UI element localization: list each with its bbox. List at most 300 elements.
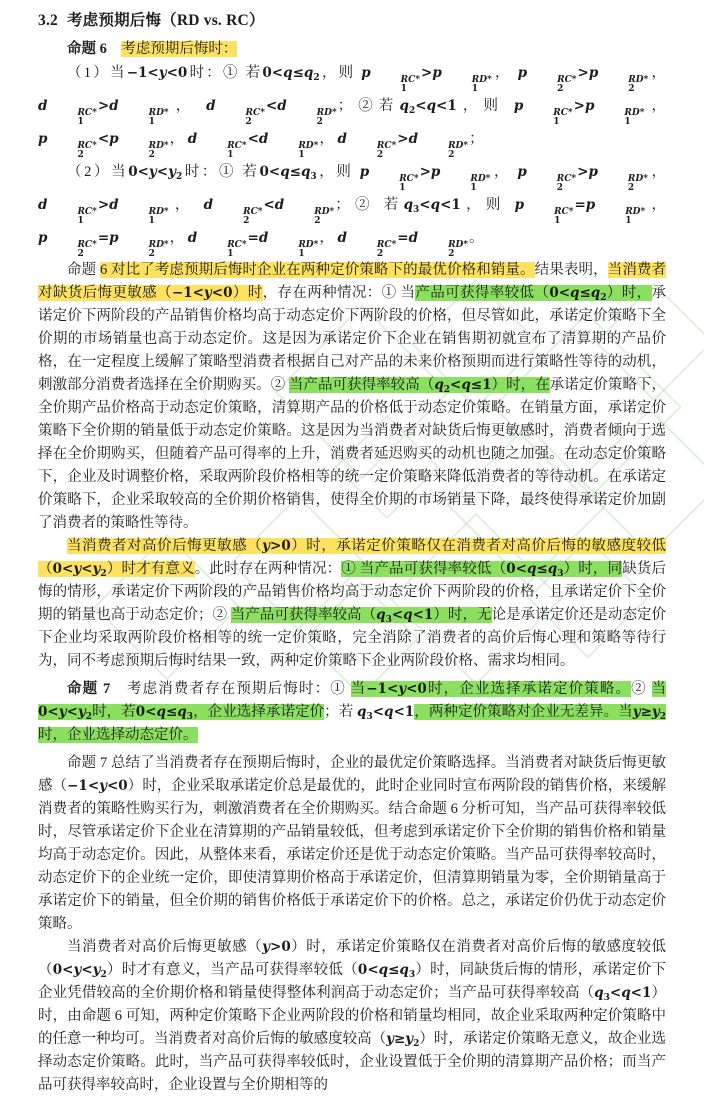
subscript [285, 217, 320, 226]
math-token: RC [77, 207, 93, 217]
superscript [525, 208, 573, 217]
math-token: RD [148, 108, 164, 118]
math-token: p [514, 197, 525, 213]
math-expression [172, 285, 233, 301]
subscript [288, 118, 323, 127]
subscript [596, 217, 631, 226]
text-segment: ）时，同 [563, 561, 623, 577]
superscript [198, 241, 246, 250]
text-segment: ， [646, 197, 667, 213]
math-expression [337, 230, 469, 259]
sub-sup-stack [120, 109, 169, 127]
math-token: * [487, 75, 492, 85]
sub-sup-stack [198, 241, 246, 259]
sub-sup-stack [528, 76, 576, 94]
section-heading [38, 8, 666, 30]
sub-sup-stack [48, 241, 96, 259]
math-token: * [643, 75, 649, 85]
text-segment: ② [631, 681, 652, 697]
math-token: p [517, 164, 527, 180]
math-token: * [313, 240, 319, 250]
math-token: * [329, 207, 335, 217]
sub-sup-stack [372, 76, 420, 94]
math-token: * [331, 108, 337, 118]
math-token: < [391, 607, 404, 623]
math-token: p [584, 98, 595, 114]
text-segment: ，则 [456, 98, 514, 114]
section-title: 考虑预期后悔（RD vs. RC） [66, 12, 265, 29]
proposition-6-label [38, 37, 666, 61]
text-segment: ， [492, 65, 518, 81]
text-segment: ， [649, 65, 667, 81]
math-token: RC [399, 174, 414, 184]
sub-sup-stack [269, 142, 318, 160]
subscript [198, 151, 233, 160]
math-token: < [415, 98, 427, 114]
text-segment: ）时， [606, 285, 652, 301]
math-token: < [81, 962, 93, 978]
math-token: y [73, 962, 82, 978]
math-token: y [168, 164, 176, 180]
math-token: d [408, 131, 419, 147]
sub-sup-stack [269, 241, 318, 259]
math-token: p [588, 65, 599, 81]
math-token: p [361, 65, 371, 81]
sub-sup-stack [348, 241, 396, 259]
math-token: * [260, 108, 265, 118]
subscript [348, 250, 383, 259]
math-token: q [300, 164, 311, 180]
math-token: * [92, 141, 97, 151]
math-token: p [585, 197, 596, 213]
subscript [217, 118, 252, 127]
math-expression [136, 704, 193, 720]
proposition-6-case-1 [38, 61, 666, 160]
math-token: * [241, 240, 247, 250]
math-token: 2 [85, 712, 93, 722]
math-token: RD [448, 240, 464, 250]
math-token: 0< [52, 962, 74, 978]
paragraph-high-price-regret-2 [38, 936, 666, 1097]
math-expression [366, 681, 427, 697]
math-expression [386, 1031, 419, 1047]
math-token: 3 [603, 993, 610, 1003]
text-segment: 承诺定价下两阶段的产品销售价格均高于动态定价下两阶段的价格，但尽管如此，承诺定价策略下全价期的市场销量也高于动态定价。这是因为承诺定价下企业在销售期初就宣布了清算期的产品价格，在一定程度上缓解了策略型消费者根据自己对产品的未来价格预期而进行策略性等待的动机，刺激部分消费者选择在全价期购买。② [38, 285, 667, 393]
superscript [595, 109, 644, 118]
sub-sup-stack [348, 142, 396, 160]
math-token: <1 [630, 985, 652, 1001]
math-token: 3 [385, 615, 392, 625]
math-token: 2 [100, 970, 107, 980]
text-segment: 。 [469, 230, 484, 246]
math-expression [262, 939, 291, 955]
math-token: > [577, 65, 589, 81]
math-token: p [588, 164, 598, 180]
math-token: * [413, 174, 419, 184]
paragraph-high-price-regret [38, 535, 666, 673]
math-token: y [73, 561, 82, 577]
superscript [443, 76, 492, 85]
math-expression [594, 985, 651, 1001]
text-segment: ）时，承诺定价策略仅在消费者对高价后悔的敏感度较低（ [38, 538, 667, 577]
subscript [660, 712, 666, 722]
superscript [120, 208, 169, 217]
math-expression [633, 704, 666, 720]
math-token: 3 [186, 712, 193, 722]
math-token: 0< [259, 164, 281, 180]
math-expression [517, 65, 650, 94]
math-token: RD [316, 108, 332, 118]
math-token: RD [448, 141, 464, 151]
math-token: 2 [314, 216, 321, 226]
math-expression [128, 164, 182, 180]
math-token: RC [554, 207, 569, 217]
math-token: d [203, 197, 214, 213]
superscript [120, 109, 169, 118]
math-token: < [156, 164, 169, 180]
math-expression [549, 285, 606, 301]
math-token: 3 [310, 172, 317, 182]
math-token: p [359, 164, 370, 180]
math-token: < [66, 704, 78, 720]
math-token: y [92, 561, 101, 577]
math-token: q [430, 197, 441, 213]
math-expression [53, 962, 107, 978]
paragraph-prop7-analysis [38, 752, 666, 936]
math-token: RD [628, 75, 644, 85]
math-token: 0< [128, 164, 149, 180]
math-token: 0< [135, 704, 157, 720]
text-segment: 时，企业选择承诺定价策略。 [426, 681, 632, 697]
superscript [48, 241, 96, 250]
text-segment: 。此时存在两种情况： [194, 561, 342, 577]
math-token: RC [400, 75, 416, 85]
math-token: 2 [413, 1039, 420, 1049]
text-segment: 时：① 若 [187, 65, 263, 81]
math-token: RC [376, 240, 392, 250]
math-token: RD [471, 75, 488, 85]
math-expression [38, 197, 170, 226]
math-token: < [609, 985, 622, 1001]
math-token: 2 [627, 183, 635, 193]
math-token: 2 [245, 117, 252, 127]
math-token: q [594, 985, 604, 1001]
math-token: RD [298, 240, 314, 250]
text-segment: ， [169, 230, 188, 246]
math-token: 0< [357, 962, 379, 978]
text-segment: 命题 7 总结了当消费者存在预期后悔时，企业的最优定价策略选择。当消费者对缺货后悔更敏感（ [38, 755, 666, 794]
math-token: 2 [313, 73, 320, 83]
math-token: d [109, 98, 119, 114]
superscript [370, 175, 418, 184]
text-segment: （2）当 [67, 164, 129, 180]
text-segment: 时，企业选择动态定价。 [38, 727, 198, 743]
math-token: = [247, 230, 259, 246]
math-expression [514, 197, 647, 226]
math-expression [434, 377, 491, 393]
math-token: < [450, 377, 462, 393]
math-token: 1 [227, 150, 234, 160]
math-expression [337, 131, 469, 160]
text-segment: 当消费者对高价后悔更敏感（ [67, 939, 263, 955]
sub-sup-stack [370, 175, 418, 193]
math-token: d [38, 98, 48, 114]
superscript [288, 109, 337, 118]
sub-sup-stack [441, 175, 490, 193]
math-token: <0 [406, 681, 427, 697]
math-token: q [177, 704, 187, 720]
sub-sup-stack [48, 109, 96, 127]
math-token: q [378, 962, 389, 978]
math-expression [513, 98, 646, 127]
text-segment: ）时，同缺货后悔的情形，承诺定价下企业凭借较高的全价期价格和销量使得整体利润高于动态定价；当产品可获得率较高（ [38, 962, 667, 1001]
math-token: 2 [77, 150, 84, 160]
math-token: 2 [448, 249, 455, 259]
text-segment: 论是承诺定价还是动态定价下企业均采取两阶段价格相等的统一定价策略，完全消除了消费者的高价后悔心理和策略等待行为，同不考虑预期后悔时结果一致，两种定价策略下企业两阶段价格、需求均相同。 [38, 607, 667, 669]
math-token: 2 [443, 385, 451, 395]
math-token: RC [227, 240, 242, 250]
math-token: <1 [412, 607, 434, 623]
math-token: y [99, 778, 107, 794]
math-token: * [567, 108, 573, 118]
math-token: 1 [471, 84, 479, 94]
math-token: q [570, 285, 580, 301]
math-token: p [38, 230, 48, 246]
sub-sup-stack [443, 76, 492, 94]
subscript [528, 184, 563, 193]
math-token: q [280, 164, 290, 180]
math-token: 2 [448, 150, 455, 160]
math-token: * [415, 75, 421, 85]
text-segment: ，则 [319, 65, 362, 81]
text-segment: ； [469, 131, 484, 147]
subscript [525, 217, 560, 226]
math-token: RC [77, 108, 93, 118]
math-token: q [356, 704, 367, 720]
math-expression [38, 131, 170, 160]
math-token: 0< [549, 285, 571, 301]
text-segment: ， [648, 164, 667, 180]
math-token: * [639, 108, 645, 118]
proposition-6-case-2 [38, 160, 666, 259]
text-segment: ， [169, 98, 207, 114]
text-segment: 考虑预期后悔时： [121, 41, 238, 57]
math-token: q [434, 377, 444, 393]
math-token: 1 [298, 150, 305, 160]
math-token: d [408, 230, 419, 246]
section-number: 3.2 [38, 12, 58, 29]
math-token: 0< [52, 561, 74, 577]
math-token: y [158, 65, 167, 81]
math-token: 2 [556, 183, 564, 193]
text-segment: ， [319, 230, 338, 246]
math-token: RD [470, 174, 486, 184]
math-token: d [258, 131, 269, 147]
math-token: p [513, 98, 524, 114]
math-token: 2 [628, 84, 635, 94]
math-token: > [97, 98, 110, 114]
text-segment: 承诺定价策略下，全价期产品价格高于动态定价策略，清算期产品的价格低于动态定价策略。在销量方面，承诺定价策略下全价期的销量低于动态定价策略。这是因为当消费者对缺货后悔更敏感时，消费者倾向于选择在全价期购买，但随着产品可得率的上升，消费者延迟购买的动机也随之加强。在动态定价策略下，企业及时调整价格，采取两阶段价格相等的统一定价策略来降低消费者的等待动机。在承诺定价策略下，企业采取较高的全价期价格销售，使得全价期的市场销量下降，最终使得承诺定价加剧了消费者的策略性等待。 [38, 377, 667, 531]
sub-sup-stack [48, 208, 96, 226]
math-token: y [203, 285, 212, 301]
superscript [198, 142, 246, 151]
subscript [524, 118, 559, 127]
math-token: −1< [126, 65, 159, 81]
subscript [599, 85, 634, 94]
math-token: y [262, 939, 271, 955]
math-token: q [303, 65, 314, 81]
math-token: 2 [175, 172, 183, 182]
math-token: −1< [171, 285, 204, 301]
sub-sup-stack [599, 76, 648, 94]
superscript [120, 241, 169, 250]
subscript [443, 85, 478, 94]
math-token: * [313, 141, 319, 151]
math-token: RC [556, 174, 572, 184]
text-segment: 当消费者对缺货后悔更敏感（ [38, 262, 667, 301]
math-token: q [399, 98, 409, 114]
superscript [269, 241, 318, 250]
math-token: q [547, 561, 558, 577]
math-expression [206, 98, 338, 127]
math-expression [404, 197, 461, 213]
math-token: >0 [270, 939, 291, 955]
math-expression [38, 704, 92, 720]
math-token: <1 [440, 197, 461, 213]
superscript [348, 142, 396, 151]
text-segment: ， [645, 98, 667, 114]
math-token: RD [148, 207, 164, 217]
math-token: y [651, 704, 660, 720]
subscript [419, 151, 454, 160]
math-token: 1 [77, 117, 84, 127]
text-segment: 6 对比了考虑预期后悔时企业在两种定价策略下的最优价格和销量。 [99, 262, 535, 278]
text-segment: ，存在两种情况：① 当 [262, 285, 416, 301]
superscript [419, 142, 468, 151]
math-expression [358, 962, 415, 978]
math-token: y [148, 164, 157, 180]
math-token: * [568, 207, 574, 217]
math-token: 1 [624, 117, 631, 127]
math-expression [187, 230, 320, 259]
math-token: < [263, 197, 275, 213]
sub-sup-stack [524, 109, 572, 127]
superscript [419, 241, 468, 250]
math-token: d [274, 197, 285, 213]
math-expression [506, 561, 563, 577]
superscript [214, 208, 262, 217]
subscript [370, 184, 405, 193]
math-token: RC [77, 141, 93, 151]
math-token: RC [376, 141, 392, 151]
math-token: ≤1 [470, 377, 492, 393]
math-token: q [526, 561, 537, 577]
text-segment: 时， [92, 704, 122, 720]
sub-sup-stack [285, 208, 334, 226]
subscript [372, 85, 407, 94]
math-token: <0 [211, 285, 233, 301]
math-token: = [574, 197, 586, 213]
math-expression [262, 538, 291, 554]
subscript [595, 118, 630, 127]
math-token: q [283, 65, 293, 81]
math-token: > [419, 164, 431, 180]
proposition-7 [38, 678, 666, 747]
math-token: RD [298, 141, 314, 151]
text-segment: 时：① 若 [182, 164, 260, 180]
sub-sup-stack [419, 241, 468, 259]
math-expression [262, 65, 319, 81]
math-token: * [257, 207, 263, 217]
text-segment: 命题 [67, 262, 100, 278]
math-token: d [337, 230, 347, 246]
math-token: 0< [262, 65, 284, 81]
math-expression [53, 561, 107, 577]
text-segment: 缺货后悔的情形，承诺定价下两阶段的产品销售价格均高于动态定价下两阶段的价格，且承诺定价下全价期的销量也高于动态定价；② [38, 561, 667, 623]
math-token: y [405, 1031, 414, 1047]
math-expression [376, 607, 433, 623]
text-segment: 当消费者对高价后悔更敏感（ [67, 538, 263, 554]
math-token: RD [624, 108, 640, 118]
math-token: * [391, 240, 397, 250]
math-token: d [187, 131, 198, 147]
math-token: 1 [77, 216, 84, 226]
math-token: * [92, 108, 97, 118]
math-token: 3 [413, 205, 420, 215]
math-token: RC [553, 108, 568, 118]
math-token: * [571, 174, 577, 184]
math-expression [361, 65, 493, 94]
text-segment: ， [491, 164, 518, 180]
superscript [599, 175, 648, 184]
text-segment: ，企业选择承诺定价 [193, 704, 325, 720]
math-token: q [399, 962, 409, 978]
sub-sup-stack [120, 208, 169, 226]
math-token: p [38, 131, 48, 147]
math-token: > [421, 65, 433, 81]
math-expression [359, 164, 492, 193]
math-token: * [163, 141, 169, 151]
text-segment: 命题 6 [67, 41, 107, 57]
text-segment: ，则 [460, 197, 515, 213]
math-token: ≥ [393, 1031, 406, 1047]
math-token: RC [77, 240, 93, 250]
math-token: q [621, 985, 631, 1001]
math-expression [517, 164, 649, 193]
math-token: 2 [408, 106, 416, 116]
math-token: < [372, 704, 385, 720]
math-token: d [258, 230, 269, 246]
math-token: y [398, 681, 407, 697]
math-token: y [262, 538, 271, 554]
math-token: * [643, 174, 648, 184]
superscript [48, 208, 96, 217]
math-token: * [463, 141, 469, 151]
math-token: 1 [148, 117, 155, 127]
math-token: q [426, 98, 437, 114]
math-token: * [92, 207, 97, 217]
text-segment: 当 [618, 704, 633, 720]
math-token: <1 [436, 98, 457, 114]
text-segment: ；若 [324, 704, 357, 720]
math-token: RC [243, 207, 258, 217]
subscript [600, 293, 606, 303]
superscript [217, 109, 265, 118]
math-token: ≤ [579, 285, 591, 301]
math-token: y [92, 962, 101, 978]
subscript [198, 250, 233, 259]
text-segment: 当产品可获得率较高（ [288, 377, 435, 393]
